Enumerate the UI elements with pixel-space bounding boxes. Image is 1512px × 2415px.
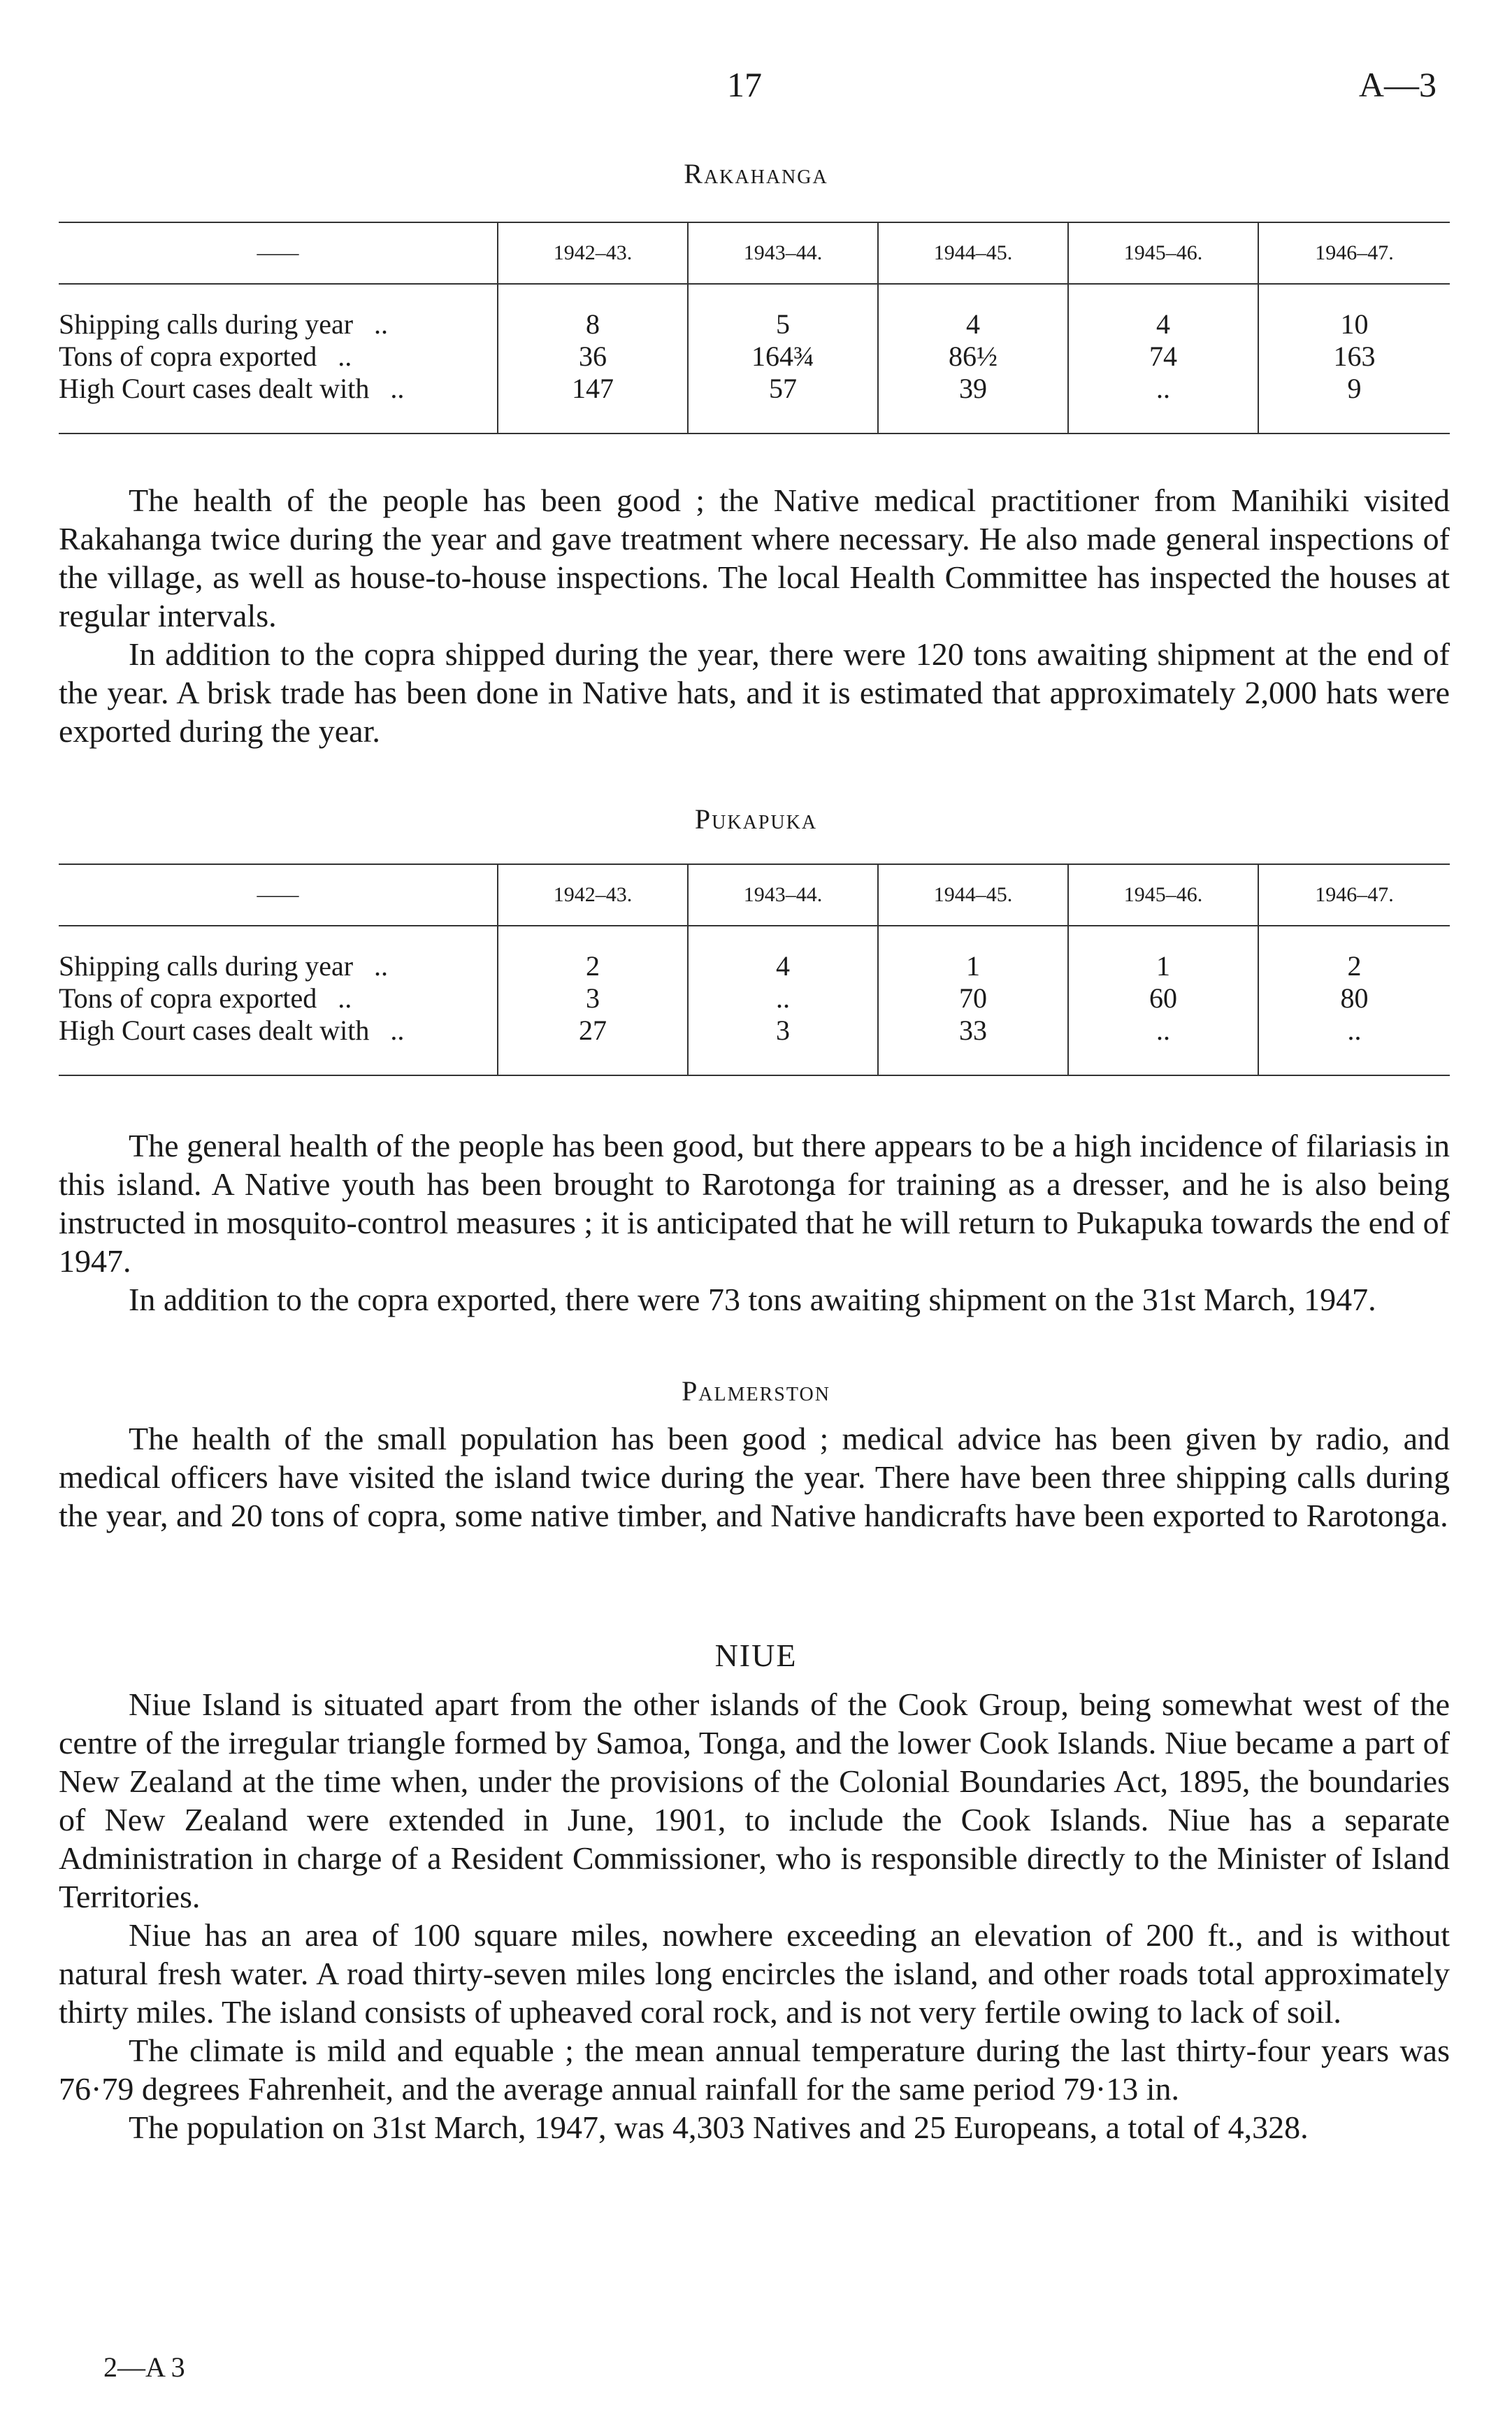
table-cell: 4 [1068, 308, 1258, 341]
table-cell: 33 [878, 1015, 1068, 1047]
table-header-row [59, 222, 1450, 284]
table-cell: 4 [878, 308, 1068, 341]
page-number: 17 [727, 65, 762, 104]
palmerston-text [59, 1419, 1450, 1535]
column-header: 1946–47. [1258, 222, 1450, 284]
column-header: —— [59, 222, 498, 284]
table-cell: 39 [878, 373, 1068, 405]
table-cell: .. [688, 982, 878, 1015]
table-row [59, 373, 1450, 405]
table-cell: .. [1068, 373, 1258, 405]
column-header: 1943–44. [688, 864, 878, 926]
table-cell: 8 [498, 308, 688, 341]
table-row [59, 1015, 1450, 1047]
table-row [59, 341, 1450, 373]
table-row [59, 950, 1450, 982]
paragraph: In addition to the copra shipped during the year, there were 120 tons awaiting shipment at the end of the year. A brisk trade has been done in Native hats, and it is estimated that approximately 2,000 hats were exported during the year. [59, 636, 1450, 749]
table-cell: 5 [688, 308, 878, 341]
column-header: 1944–45. [878, 864, 1068, 926]
column-header: —— [59, 864, 498, 926]
table-cell: 163 [1258, 341, 1450, 373]
paragraph: In addition to the copra exported, there were 73 tons awaiting shipment on the 31st March, 1947. [129, 1282, 1376, 1317]
paragraph: The health of the small population has been good ; medical advice has been given by radio, and medical officers have visited the island twice during the year. There have been three shipping calls during the year, and 20 tons of copra, some native timber, and Native handicrafts have been exported to Rarotonga. [59, 1421, 1450, 1533]
table-cell: 36 [498, 341, 688, 373]
niue-text [59, 1685, 1450, 2147]
column-header: 1944–45. [878, 222, 1068, 284]
row-label: High Court cases dealt with .. [59, 1015, 405, 1046]
table-cell: 60 [1068, 982, 1258, 1015]
table-cell: .. [1258, 1015, 1450, 1047]
section-title-palmerston: Palmerston [682, 1375, 830, 1407]
table-cell: 57 [688, 373, 878, 405]
document-reference: A—3 [1358, 65, 1437, 104]
page-footer-signature: 2—A 3 [103, 2351, 185, 2383]
column-header: 1942–43. [498, 222, 688, 284]
row-label: Tons of copra exported .. [59, 341, 352, 372]
table-cell: 10 [1258, 308, 1450, 341]
paragraph: Niue has an area of 100 square miles, nowhere exceeding an elevation of 200 ft., and is without natural fresh water. A road thirty-seven miles long encircles the island, and other roads total approximately thirty miles. The island consists of upheaved coral rock, and is not very fertile owing to lack of soil. [59, 1917, 1450, 2030]
paragraph: The health of the people has been good ; the Native medical practitioner from Manihiki visited Rakahanga twice during the year and gave treatment where necessary. He also made general inspections of the village, as well as house-to-house inspections. The local Health Committee has inspected the houses at regular intervals. [59, 482, 1450, 633]
table-header-row [59, 864, 1450, 926]
row-label: Tons of copra exported .. [59, 982, 352, 1014]
table-cell: 80 [1258, 982, 1450, 1015]
row-label: Shipping calls during year .. [59, 308, 389, 340]
table-cell: 164¾ [688, 341, 878, 373]
column-header: 1942–43. [498, 864, 688, 926]
table-cell: 4 [688, 950, 878, 982]
table-cell: 147 [498, 373, 688, 405]
table-cell: 2 [1258, 950, 1450, 982]
column-header: 1943–44. [688, 222, 878, 284]
table-cell: 70 [878, 982, 1068, 1015]
table-cell: 1 [878, 950, 1068, 982]
paragraph: Niue Island is situated apart from the other islands of the Cook Group, being somewhat west of the centre of the irregular triangle formed by Samoa, Tonga, and the lower Cook Islands. Niue became a part of New Zealand at the time when, under the provisions of the Colonial Boundaries Act, 1895, the boundaries of New Zealand were extended in June, 1901, to include the Cook Islands. Niue has a separate Administration in charge of a Resident Commissioner, who is responsible directly to the Minister of Island Territories. [59, 1686, 1450, 1914]
rakahanga-table [59, 222, 1450, 434]
row-label: High Court cases dealt with .. [59, 373, 405, 404]
column-header: 1946–47. [1258, 864, 1450, 926]
column-header: 1945–46. [1068, 864, 1258, 926]
table-cell: 2 [498, 950, 688, 982]
table-cell: .. [1068, 1015, 1258, 1047]
section-title-pukapuka: Pukapuka [694, 803, 818, 835]
section-title-rakahanga: Rakahanga [684, 158, 828, 189]
table-cell: 3 [688, 1015, 878, 1047]
table-row [59, 308, 1450, 341]
row-label: Shipping calls during year .. [59, 950, 389, 982]
table-cell: 3 [498, 982, 688, 1015]
table-row [59, 982, 1450, 1015]
table-cell: 74 [1068, 341, 1258, 373]
paragraph: The population on 31st March, 1947, was 4,303 Natives and 25 Europeans, a total of 4,328. [129, 2109, 1309, 2145]
table-cell: 1 [1068, 950, 1258, 982]
rakahanga-text [59, 481, 1450, 750]
section-title-niue: NIUE [714, 1638, 798, 1673]
table-cell: 9 [1258, 373, 1450, 405]
pukapuka-text [59, 1126, 1450, 1319]
table-cell: 27 [498, 1015, 688, 1047]
paragraph: The general health of the people has been good, but there appears to be a high incidence of filariasis in this island. A Native youth has been brought to Rarotonga for training as a dresser, and he is also being instructed in mosquito-control measures ; it is anticipated that he will return to Pukapuka towards the end of 1947. [59, 1128, 1450, 1279]
column-header: 1945–46. [1068, 222, 1258, 284]
paragraph: The climate is mild and equable ; the mean annual temperature during the last thirty-four years was 76·79 degrees Fahrenheit, and the average annual rainfall for the same period 79·13 in. [59, 2033, 1450, 2107]
pukapuka-table [59, 863, 1450, 1076]
table-cell: 86½ [878, 341, 1068, 373]
